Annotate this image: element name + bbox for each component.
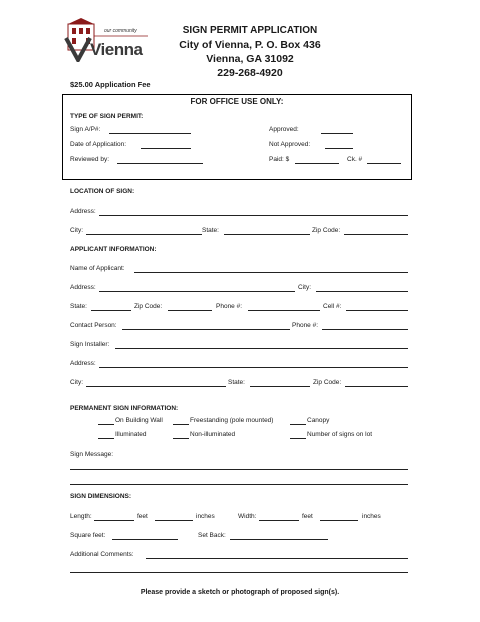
sign-dimensions-heading: SIGN DIMENSIONS:	[70, 493, 132, 500]
canopy-check[interactable]	[290, 424, 306, 425]
number-of-signs-label: Number of signs on lot	[307, 431, 373, 438]
city-address-line: City of Vienna, P. O. Box 436	[179, 39, 321, 51]
location-state-label: State:	[202, 227, 219, 234]
square-feet-label: Square feet:	[70, 532, 106, 539]
location-address-label: Address:	[70, 208, 96, 215]
installer-state-label: State:	[228, 379, 245, 386]
length-feet-label: feet	[137, 513, 148, 520]
form-header	[150, 24, 350, 80]
sign-installer-field[interactable]	[115, 348, 408, 349]
paid-field[interactable]	[295, 163, 339, 164]
applicant-address-field[interactable]	[99, 291, 295, 292]
freestanding-label: Freestanding (pole mounted)	[190, 417, 274, 424]
location-heading: LOCATION OF SIGN:	[70, 188, 135, 195]
permanent-sign-heading: PERMANENT SIGN INFORMATION:	[70, 405, 179, 412]
location-city-field[interactable]	[86, 234, 202, 235]
check-number-field[interactable]	[367, 163, 401, 164]
applicant-zip-field[interactable]	[168, 310, 212, 311]
sign-message-line-2[interactable]	[70, 484, 408, 485]
installer-zip-label: Zip Code:	[313, 379, 342, 386]
installer-zip-field[interactable]	[345, 386, 408, 387]
additional-comments-field[interactable]	[146, 558, 408, 559]
contact-phone-field[interactable]	[322, 329, 408, 330]
applicant-phone-label: Phone #:	[216, 303, 243, 310]
length-feet-field[interactable]	[94, 520, 134, 521]
sign-message-line-1[interactable]	[70, 469, 408, 470]
additional-comments-line-2[interactable]	[70, 572, 408, 573]
applicant-name-field[interactable]	[134, 272, 408, 273]
applicant-city-label: City:	[298, 284, 311, 291]
sketch-instruction: Please provide a sketch or photograph of proposed sign(s).	[140, 589, 340, 596]
date-of-application-field[interactable]	[141, 148, 191, 149]
paid-label: Paid: $	[269, 156, 290, 163]
width-inches-label: inches	[362, 513, 381, 520]
location-state-field[interactable]	[224, 234, 310, 235]
length-inches-label: inches	[196, 513, 215, 520]
applicant-state-field[interactable]	[91, 310, 131, 311]
width-feet-field[interactable]	[259, 520, 299, 521]
office-use-title: FOR OFFICE USE ONLY:	[190, 97, 284, 106]
installer-address-field[interactable]	[99, 367, 408, 368]
not-approved-label: Not Approved:	[269, 141, 311, 148]
applicant-cell-label: Cell #:	[323, 303, 342, 310]
non-illuminated-label: Non-illuminated	[190, 431, 236, 438]
applicant-heading: APPLICANT INFORMATION:	[70, 246, 157, 253]
application-fee: $25.00 Application Fee	[70, 80, 151, 89]
contact-person-label: Contact Person:	[70, 322, 117, 329]
office-use-box	[62, 94, 412, 180]
logo-tagline: our community	[104, 28, 137, 34]
applicant-state-label: State:	[70, 303, 87, 310]
reviewed-by-label: Reviewed by:	[70, 156, 110, 163]
illuminated-label: Illuminated	[115, 431, 147, 438]
square-feet-field[interactable]	[112, 539, 178, 540]
sign-ap-label: Sign A/P#:	[70, 126, 101, 133]
location-address-field[interactable]	[99, 215, 408, 216]
canopy-label: Canopy	[307, 417, 330, 424]
approved-label: Approved:	[269, 126, 299, 133]
additional-comments-label: Additional Comments:	[70, 551, 134, 558]
applicant-name-label: Name of Applicant:	[70, 265, 125, 272]
freestanding-check[interactable]	[173, 424, 189, 425]
contact-phone-label: Phone #:	[292, 322, 319, 329]
set-back-label: Set Back:	[198, 532, 226, 539]
not-approved-field[interactable]	[325, 148, 353, 149]
approved-field[interactable]	[321, 133, 353, 134]
location-zip-label: Zip Code:	[312, 227, 341, 234]
city-phone: 229-268-4920	[217, 67, 283, 79]
width-inches-field[interactable]	[320, 520, 358, 521]
date-of-application-label: Date of Application:	[70, 141, 127, 148]
width-label: Width:	[238, 513, 257, 520]
width-feet-label: feet	[302, 513, 313, 520]
non-illuminated-check[interactable]	[173, 438, 189, 439]
city-logo	[64, 18, 150, 62]
number-of-signs-field[interactable]	[290, 438, 306, 439]
on-building-wall-label: On Building Wall	[115, 417, 163, 424]
applicant-address-label: Address:	[70, 284, 96, 291]
installer-city-field[interactable]	[86, 386, 226, 387]
length-inches-field[interactable]	[155, 520, 193, 521]
sign-installer-label: Sign Installer:	[70, 341, 110, 348]
logo-name: Vienna	[90, 40, 143, 59]
sign-message-label: Sign Message:	[70, 451, 113, 458]
check-number-label: Ck. #	[347, 156, 363, 163]
contact-person-field[interactable]	[122, 329, 290, 330]
applicant-cell-field[interactable]	[346, 310, 408, 311]
location-city-label: City:	[70, 227, 83, 234]
sign-ap-field[interactable]	[109, 133, 191, 134]
installer-state-field[interactable]	[250, 386, 310, 387]
type-of-permit-label: TYPE OF SIGN PERMIT:	[70, 113, 144, 120]
length-label: Length:	[70, 513, 92, 520]
applicant-city-field[interactable]	[316, 291, 408, 292]
reviewed-by-field[interactable]	[117, 163, 203, 164]
installer-city-label: City:	[70, 379, 83, 386]
location-zip-field[interactable]	[344, 234, 408, 235]
installer-address-label: Address:	[70, 360, 96, 367]
on-building-wall-check[interactable]	[98, 424, 114, 425]
city-state-zip: Vienna, GA 31092	[206, 53, 294, 65]
applicant-phone-field[interactable]	[248, 310, 320, 311]
applicant-zip-label: Zip Code:	[134, 303, 163, 310]
illuminated-check[interactable]	[98, 438, 114, 439]
form-title: SIGN PERMIT APPLICATION	[182, 25, 318, 36]
set-back-field[interactable]	[230, 539, 328, 540]
